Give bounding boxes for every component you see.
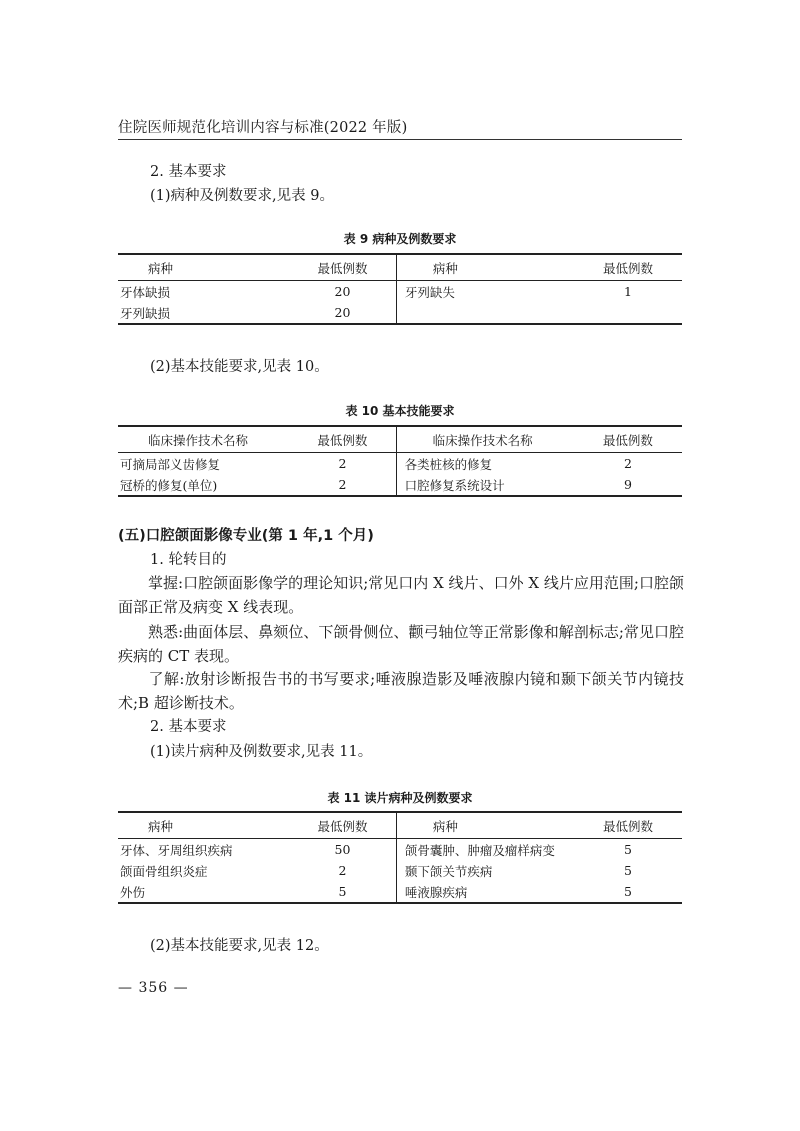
table11 [118, 811, 682, 904]
rotation-goal-heading: 1. 轮转目的 [150, 552, 227, 568]
table-cell: 颌面骨组织炎症 [120, 863, 208, 879]
running-head-title: 住院医师规范化培训内容与标准(2022 年版) [118, 120, 408, 136]
column-header: 病种 [396, 254, 574, 281]
paragraph-familiar-text: 熟悉:曲面体层、鼻颏位、下颌骨侧位、颧弓轴位等正常影像和解剖标志;常见口腔疾病的 CT 表现。 [118, 623, 684, 665]
table-cell [396, 302, 574, 324]
column-header: 最低例数 [289, 254, 396, 281]
table-cell: 2 [338, 863, 347, 878]
table-cell: 牙列缺损 [120, 305, 171, 321]
page-number: — 356 — [118, 980, 189, 996]
column-header: 最低例数 [574, 426, 682, 453]
table-cell: 2 [338, 477, 347, 492]
paragraph-understand-text: 了解:放射诊断报告书的书写要求;唾液腺造影及唾液腺内镜和颞下颌关节内镜技术;B 超诊断技术。 [118, 670, 684, 712]
table-cell: 2 [623, 456, 632, 471]
table-cell: 唾液腺疾病 [396, 881, 574, 903]
table10 [118, 425, 682, 497]
table10-caption: 表 10 基本技能要求 [345, 404, 455, 418]
table-cell: 外伤 [120, 884, 146, 900]
table-cell: 牙体缺损 [120, 284, 171, 300]
table-cell [574, 302, 682, 324]
table9-caption: 表 9 病种及例数要求 [343, 232, 457, 246]
header-rule [118, 139, 682, 140]
table-cell: 5 [624, 842, 632, 857]
table-cell: 冠桥的修复(单位) [120, 477, 218, 493]
table11-caption: 表 11 读片病种及例数要求 [327, 791, 473, 805]
column-header: 病种 [118, 812, 289, 839]
section-title-oral-imaging: (五)口腔颌面影像专业(第 1 年,1 个月) [118, 528, 374, 544]
table10-reference: (2)基本技能要求,见表 10。 [150, 359, 329, 375]
table-row [118, 839, 682, 861]
table-cell: 1 [624, 284, 632, 299]
basic-requirements-heading: 2. 基本要求 [150, 164, 227, 180]
table-cell: 牙体、牙周组织疾病 [120, 842, 233, 858]
paragraph-understand [118, 667, 684, 715]
table-cell: 5 [338, 884, 347, 899]
column-header: 最低例数 [289, 426, 396, 453]
column-header: 最低例数 [574, 812, 682, 839]
table-cell: 9 [623, 477, 632, 492]
table-cell: 口腔修复系统设计 [396, 474, 574, 496]
table-row [118, 860, 682, 881]
column-header: 临床操作技术名称 [396, 426, 574, 453]
table-cell: 各类桩核的修复 [396, 453, 574, 475]
paragraph-master-text: 掌握:口腔颌面影像学的理论知识;常见口内 X 线片、口外 X 线片应用范围;口腔颌面部正常及病变 X 线表现。 [118, 574, 684, 616]
table-cell: 2 [338, 456, 347, 471]
table11-reference: (1)读片病种及例数要求,见表 11。 [150, 744, 373, 760]
table-row [118, 474, 682, 496]
column-header: 最低例数 [574, 254, 682, 281]
table-cell: 颌骨囊肿、肿瘤及瘤样病变 [396, 839, 574, 861]
table-cell: 可摘局部义齿修复 [120, 456, 221, 472]
table-cell: 牙列缺失 [396, 281, 574, 303]
column-header: 最低例数 [289, 812, 396, 839]
paragraph-master [118, 571, 684, 619]
table-cell: 20 [334, 305, 351, 320]
table-cell: 5 [624, 884, 632, 899]
table12-reference: (2)基本技能要求,见表 12。 [150, 938, 329, 954]
table-row [118, 302, 682, 324]
table9-reference: (1)病种及例数要求,见表 9。 [150, 188, 334, 204]
table-row [118, 881, 682, 903]
table-header-row [118, 426, 682, 453]
column-header: 病种 [118, 254, 289, 281]
basic-requirements-heading-2: 2. 基本要求 [150, 719, 227, 735]
table-cell: 20 [334, 284, 351, 299]
table-cell: 5 [624, 863, 632, 878]
column-header: 临床操作技术名称 [118, 426, 289, 453]
paragraph-familiar [118, 620, 684, 668]
table-cell: 50 [334, 842, 351, 857]
table-header-row [118, 254, 682, 281]
table-row [118, 281, 682, 303]
table-cell: 颞下颌关节疾病 [396, 860, 574, 881]
table-header-row [118, 812, 682, 839]
table-row [118, 453, 682, 475]
table9 [118, 253, 682, 325]
column-header: 病种 [396, 812, 574, 839]
